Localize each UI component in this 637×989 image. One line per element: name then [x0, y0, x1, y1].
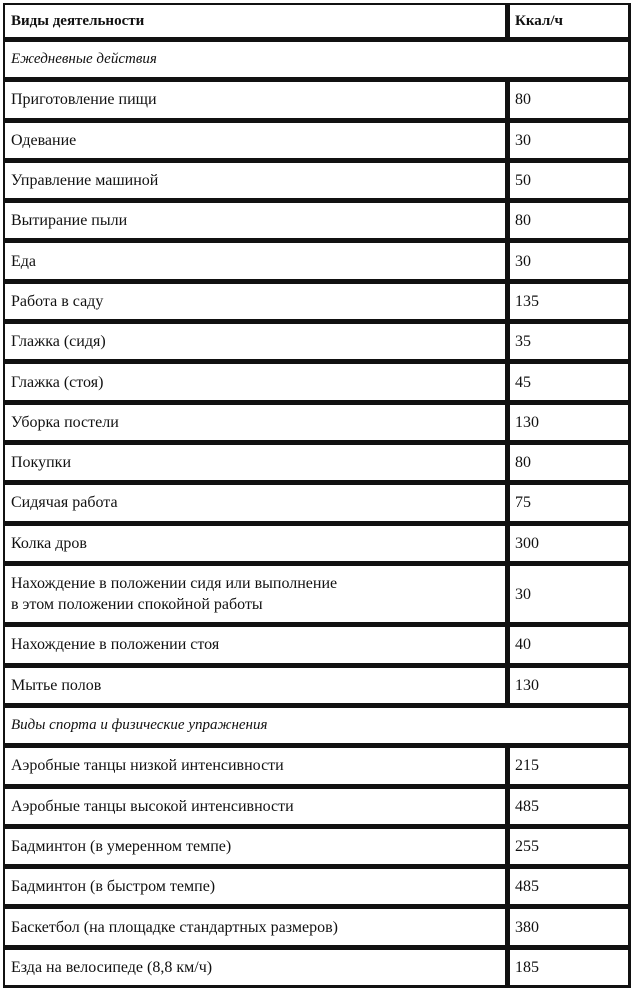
table-row — [3, 322, 631, 362]
table-row — [3, 241, 631, 281]
activity-name: Сидячая работа — [3, 483, 508, 523]
kcal-value: 300 — [508, 524, 631, 564]
kcal-value: 485 — [508, 787, 631, 827]
activity-name: Мытье полов — [3, 666, 508, 706]
activity-name: Вытирание пыли — [3, 201, 508, 241]
activity-name: Уборка постели — [3, 403, 508, 443]
kcal-value: 35 — [508, 322, 631, 362]
kcal-value: 185 — [508, 948, 631, 988]
kcal-value: 30 — [508, 564, 631, 625]
kcal-value: 380 — [508, 907, 631, 947]
table-header-row — [3, 3, 631, 40]
table-row — [3, 282, 631, 322]
table-row — [3, 948, 631, 988]
table-row — [3, 524, 631, 564]
table-body — [3, 40, 631, 988]
table-row — [3, 161, 631, 201]
kcal-value: 45 — [508, 362, 631, 402]
table-row — [3, 827, 631, 867]
activity-name: Аэробные танцы высокой интенсивности — [3, 787, 508, 827]
table-row — [3, 907, 631, 947]
kcal-value: 130 — [508, 403, 631, 443]
table-row — [3, 483, 631, 523]
table-row — [3, 121, 631, 161]
header-kcal: Ккал/ч — [508, 3, 631, 40]
table-row — [3, 564, 631, 625]
kcal-value: 50 — [508, 161, 631, 201]
table-row — [3, 867, 631, 907]
table-row — [3, 201, 631, 241]
activity-name: Езда на велосипеде (8,8 км/ч) — [3, 948, 508, 988]
kcal-value: 80 — [508, 443, 631, 483]
table-row — [3, 625, 631, 665]
activity-name: Глажка (сидя) — [3, 322, 508, 362]
kcal-value: 130 — [508, 666, 631, 706]
activity-name: Бадминтон (в умеренном темпе) — [3, 827, 508, 867]
kcal-value: 215 — [508, 746, 631, 786]
section-title: Виды спорта и физические упражнения — [3, 706, 631, 746]
table-row — [3, 666, 631, 706]
kcal-value: 75 — [508, 483, 631, 523]
table-row — [3, 443, 631, 483]
activity-name: Работа в саду — [3, 282, 508, 322]
kcal-value: 80 — [508, 201, 631, 241]
kcal-value: 255 — [508, 827, 631, 867]
section-title: Ежедневные действия — [3, 40, 631, 80]
table-row — [3, 403, 631, 443]
kcal-value: 135 — [508, 282, 631, 322]
activity-name: Управление машиной — [3, 161, 508, 201]
kcal-value: 80 — [508, 80, 631, 120]
calorie-table — [3, 3, 631, 988]
activity-name: Приготовление пищи — [3, 80, 508, 120]
header-activity: Виды деятельности — [3, 3, 508, 40]
table-row — [3, 787, 631, 827]
activity-name: Нахождение в положении стоя — [3, 625, 508, 665]
kcal-value: 40 — [508, 625, 631, 665]
activity-name: Баскетбол (на площадке стандартных размеров) — [3, 907, 508, 947]
table-row — [3, 80, 631, 120]
section-row — [3, 706, 631, 746]
table-row — [3, 746, 631, 786]
activity-name: Покупки — [3, 443, 508, 483]
table-row — [3, 362, 631, 402]
activity-name: Аэробные танцы низкой интенсивности — [3, 746, 508, 786]
activity-name: Бадминтон (в быстром темпе) — [3, 867, 508, 907]
section-row — [3, 40, 631, 80]
activity-name: Нахождение в положении сидя или выполнение в этом положении спокойной работы — [3, 564, 508, 625]
kcal-value: 30 — [508, 121, 631, 161]
kcal-value: 30 — [508, 241, 631, 281]
kcal-value: 485 — [508, 867, 631, 907]
activity-name: Одевание — [3, 121, 508, 161]
activity-name: Колка дров — [3, 524, 508, 564]
activity-name: Глажка (стоя) — [3, 362, 508, 402]
activity-name: Еда — [3, 241, 508, 281]
